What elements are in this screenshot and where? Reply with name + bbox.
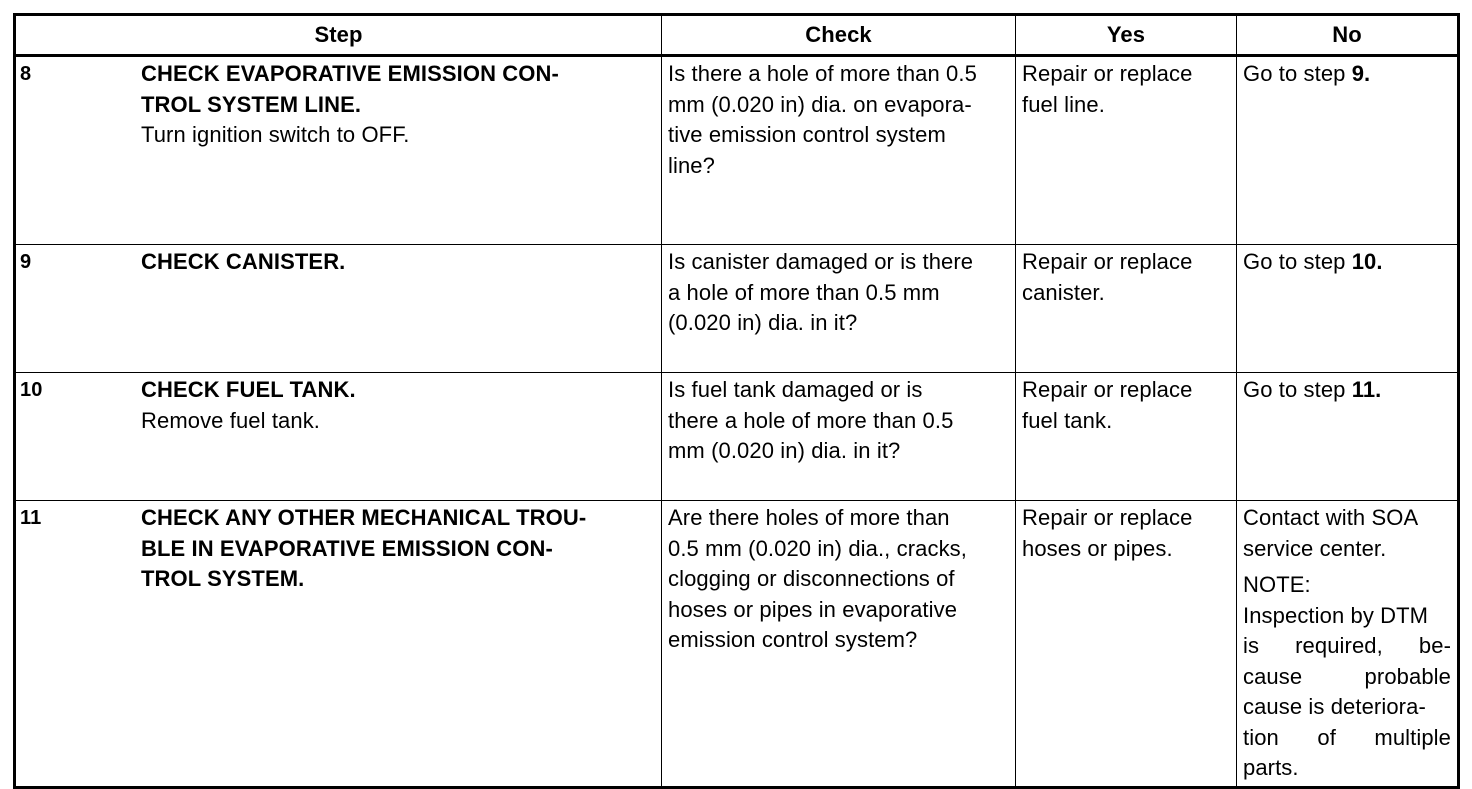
check-line: mm (0.020 in) dia. in it? bbox=[668, 438, 901, 463]
step-cell bbox=[15, 245, 662, 373]
table-row bbox=[15, 373, 1459, 501]
no-prefix: Go to step bbox=[1243, 377, 1352, 402]
step-detail: Turn ignition switch to OFF. bbox=[141, 122, 410, 147]
step-detail: Remove fuel tank. bbox=[141, 407, 321, 433]
note-line: parts. bbox=[1243, 755, 1299, 780]
yes-line: canister. bbox=[1022, 279, 1105, 305]
check-line: hoses or pipes in evaporative bbox=[668, 596, 958, 622]
check-line: tive emission control system bbox=[668, 122, 946, 147]
check-cell bbox=[662, 373, 1016, 501]
step-title-line: CHECK ANY OTHER MECHANICAL TROU- bbox=[141, 505, 587, 530]
note-body bbox=[1243, 601, 1451, 784]
check-line: Is fuel tank damaged or is bbox=[668, 377, 923, 402]
diagnostic-table bbox=[13, 13, 1460, 789]
step-title-line: TROL SYSTEM. bbox=[141, 566, 305, 591]
yes-cell bbox=[1016, 245, 1237, 373]
check-line: 0.5 mm (0.020 in) dia., cracks, bbox=[668, 535, 967, 561]
no-prefix: Go to step bbox=[1243, 249, 1352, 274]
check-line: Is canister damaged or is there bbox=[668, 249, 974, 274]
yes-cell bbox=[1016, 56, 1237, 245]
step-cell bbox=[15, 373, 662, 501]
note-line: cause is deteriora- bbox=[1243, 694, 1426, 719]
check-line: there a hole of more than 0.5 bbox=[668, 407, 954, 433]
check-line: (0.020 in) dia. in it? bbox=[668, 310, 858, 335]
check-cell bbox=[662, 56, 1016, 245]
step-number: 8 bbox=[20, 63, 32, 85]
yes-cell bbox=[1016, 501, 1237, 788]
step-cell bbox=[15, 56, 662, 245]
no-cell bbox=[1237, 501, 1459, 788]
note-line: Inspection by DTM bbox=[1243, 602, 1429, 628]
header-no: No bbox=[1237, 15, 1459, 56]
no-step-ref: 11. bbox=[1351, 377, 1382, 402]
check-cell bbox=[662, 501, 1016, 788]
no-text bbox=[1237, 57, 1457, 90]
yes-line: hoses or pipes. bbox=[1022, 535, 1173, 561]
no-step-ref: 10. bbox=[1351, 249, 1383, 274]
step-number: 9 bbox=[20, 251, 32, 273]
no-text bbox=[1237, 245, 1457, 278]
step-title-line: CHECK FUEL TANK. bbox=[141, 377, 356, 402]
header-step: Step bbox=[15, 15, 662, 56]
step-title-line: TROL SYSTEM LINE. bbox=[141, 91, 362, 117]
step-cell bbox=[15, 501, 662, 788]
yes-cell bbox=[1016, 373, 1237, 501]
check-line: Is there a hole of more than 0.5 bbox=[668, 61, 977, 86]
no-cell bbox=[1237, 56, 1459, 245]
header-check: Check bbox=[662, 15, 1016, 56]
yes-line: Repair or replace bbox=[1022, 505, 1193, 530]
note-line: tion of multiple bbox=[1243, 724, 1451, 750]
step-title-line: CHECK EVAPORATIVE EMISSION CON- bbox=[141, 61, 559, 86]
no-cell bbox=[1237, 245, 1459, 373]
note-label: NOTE: bbox=[1243, 572, 1311, 597]
no-text bbox=[1237, 373, 1457, 406]
note-line: cause probable bbox=[1243, 663, 1451, 689]
no-step-ref: 9. bbox=[1351, 61, 1371, 86]
table-row bbox=[15, 501, 1459, 788]
yes-line: Repair or replace bbox=[1022, 61, 1193, 86]
step-number: 10 bbox=[20, 379, 43, 401]
step-title-line: BLE IN EVAPORATIVE EMISSION CON- bbox=[141, 535, 553, 561]
check-line: a hole of more than 0.5 mm bbox=[668, 279, 940, 305]
yes-line: fuel line. bbox=[1022, 91, 1105, 117]
no-prefix: Go to step bbox=[1243, 61, 1352, 86]
header-row bbox=[15, 15, 1459, 56]
yes-line: Repair or replace bbox=[1022, 249, 1193, 274]
note-line: is required, be- bbox=[1243, 633, 1451, 658]
check-line: emission control system? bbox=[668, 627, 918, 652]
step-number: 11 bbox=[20, 507, 42, 529]
header-yes: Yes bbox=[1016, 15, 1237, 56]
check-line: line? bbox=[668, 152, 715, 178]
step-title-line: CHECK CANISTER. bbox=[141, 249, 346, 274]
table-row bbox=[15, 56, 1459, 245]
check-cell bbox=[662, 245, 1016, 373]
no-line: service center. bbox=[1243, 535, 1387, 561]
no-cell bbox=[1237, 373, 1459, 501]
check-line: Are there holes of more than bbox=[668, 505, 950, 530]
no-line: Contact with SOA bbox=[1243, 505, 1419, 530]
yes-line: fuel tank. bbox=[1022, 407, 1113, 433]
check-line: mm (0.020 in) dia. on evapora- bbox=[668, 91, 972, 117]
yes-line: Repair or replace bbox=[1022, 377, 1193, 402]
table-row bbox=[15, 245, 1459, 373]
check-line: clogging or disconnections of bbox=[668, 566, 955, 591]
